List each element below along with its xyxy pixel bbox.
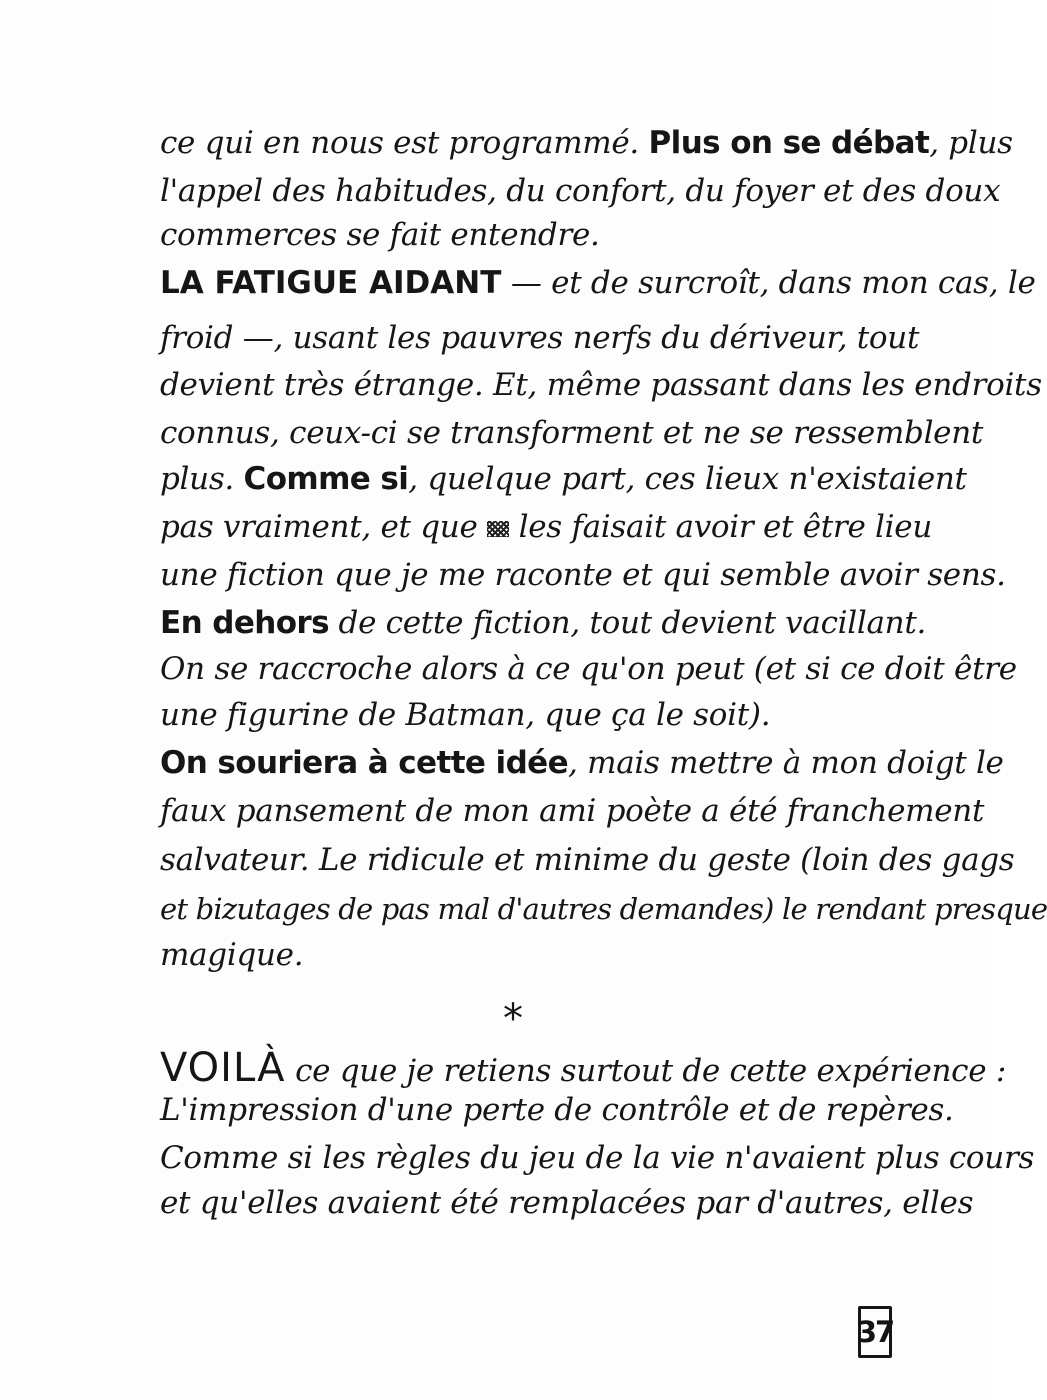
line-11-text: de cette fiction, tout devient vacillant.: [328, 605, 927, 641]
text-line-12: [160, 651, 1017, 687]
line-3-text: commerces se fait entendre.: [160, 217, 600, 253]
line-20-text: L'impression d'une perte de contrôle et de repères.: [160, 1092, 954, 1128]
text-line-16: [160, 842, 1015, 878]
text-line-18: [160, 937, 860, 973]
text-line-3: [160, 217, 860, 253]
line-19-heading: VOILÀ: [160, 1045, 286, 1091]
line-13-text: une figurine de Batman, que ça le soit).: [160, 697, 771, 733]
text-line-8: [160, 461, 967, 497]
line-16-text: salvateur. Le ridicule et minime du geste (loin des gags: [160, 842, 1015, 878]
line-15-text: faux pansement de mon ami poète a été franchement: [160, 793, 985, 829]
page-number-box: 37: [858, 1306, 892, 1358]
line-5-text: froid —, usant les pauvres nerfs du dériveur, tout: [160, 320, 920, 356]
line-8-emphasis: Comme si: [243, 461, 409, 497]
text-line-13: [160, 697, 860, 733]
line-2-text: l'appel des habitudes, du confort, du foyer et des doux: [160, 173, 1001, 209]
line-10-text: une fiction que je me raconte et qui semble avoir sens.: [160, 557, 1006, 593]
line-14-text: , mais mettre à mon doigt le: [568, 745, 1004, 781]
text-line-5: [160, 320, 920, 356]
text-line-11: [160, 605, 927, 641]
text-line-21: [160, 1140, 1035, 1176]
line-8-text-c: , quelque part, ces lieux n'existaient: [408, 461, 967, 497]
line-1-text-a: ce qui en nous est programmé.: [160, 125, 649, 161]
line-7-text: connus, ceux-ci se transforment et ne se ressemblent: [160, 415, 984, 451]
line-1-text-c: , plus: [929, 125, 1013, 161]
line-14-emphasis: On souriera à cette idée: [160, 745, 569, 781]
line-21-text: Comme si les règles du jeu de la vie n'avaient plus cours: [160, 1140, 1035, 1176]
text-line-7: [160, 415, 984, 451]
line-22-text: et qu'elles avaient été remplacées par d'autres, elles: [160, 1185, 974, 1221]
line-11-emphasis: En dehors: [160, 605, 329, 641]
text-line-17: [160, 892, 1047, 926]
line-19-text: ce que je retiens surtout de cette expérience :: [285, 1053, 1006, 1089]
text-line-22: [160, 1185, 974, 1221]
line-9-text-a: pas vraiment, et que: [160, 509, 488, 545]
section-separator-asterisk: *: [503, 996, 523, 1042]
line-12-text: On se raccroche alors à ce qu'on peut (et si ce doit être: [160, 651, 1017, 687]
text-line-4: [160, 265, 1036, 301]
text-line-14: [160, 745, 1004, 781]
line-9-text-b: les faisait avoir et être lieu: [509, 509, 932, 545]
text-line-2: [160, 173, 1001, 209]
text-line-20: [160, 1092, 954, 1128]
text-line-9: [160, 509, 932, 545]
text-line-10: [160, 557, 1006, 593]
line-4-heading: LA FATIGUE AIDANT: [160, 265, 502, 301]
line-4-text: — et de surcroît, dans mon cas, le: [501, 265, 1036, 301]
crossed-out-mark: [487, 521, 509, 537]
text-line-6: [160, 367, 1042, 403]
line-8-text-a: plus.: [160, 461, 244, 497]
line-17-text: et bizutages de pas mal d'autres demandes) le rendant presque: [160, 892, 1047, 926]
line-6-text: devient très étrange. Et, même passant dans les endroits: [160, 367, 1042, 403]
text-line-1: [160, 125, 1013, 161]
line-1-emphasis: Plus on se débat: [648, 125, 930, 161]
text-line-15: [160, 793, 985, 829]
text-line-19: [160, 1045, 1006, 1091]
line-18-text: magique.: [160, 937, 304, 973]
